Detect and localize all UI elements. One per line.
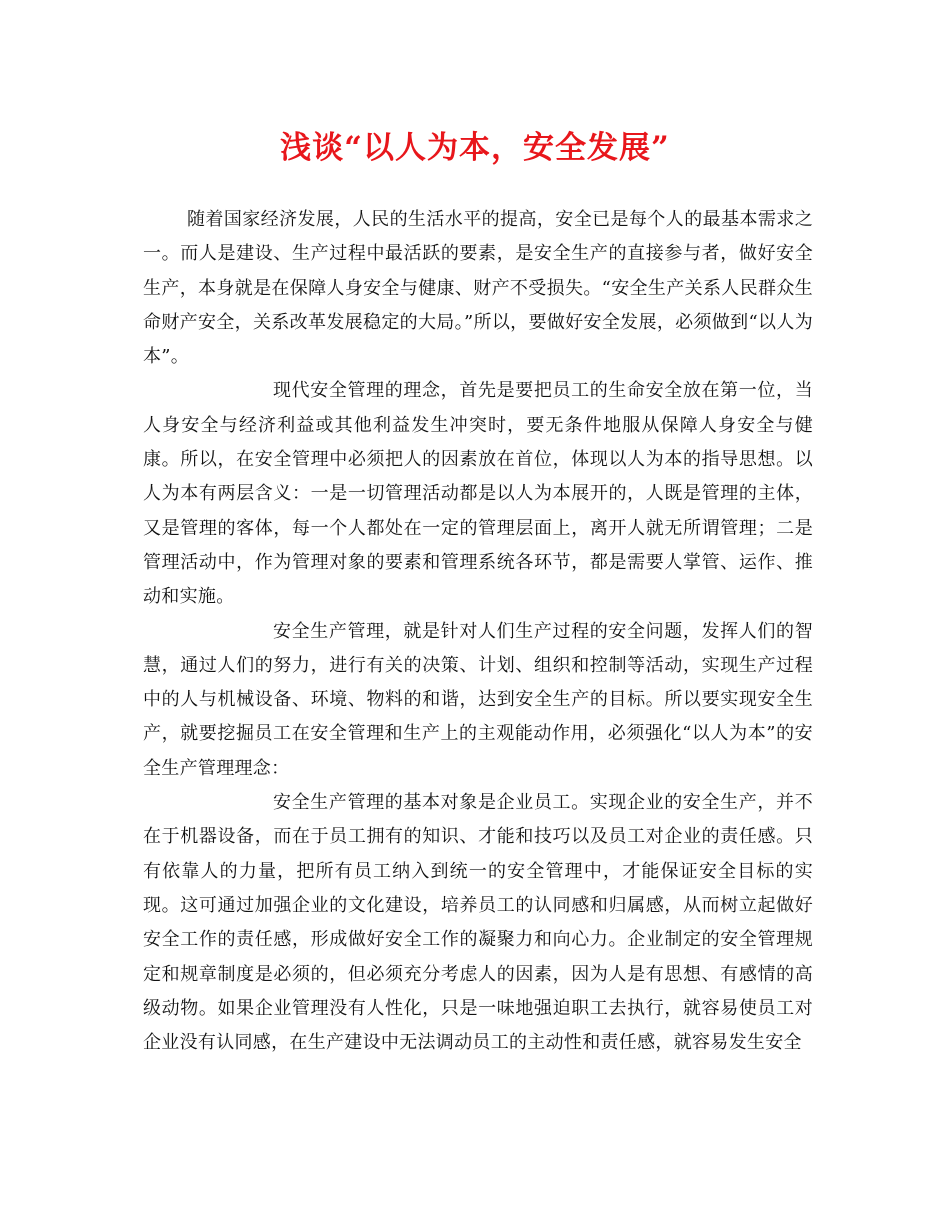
document-title: 浅谈“以人为本，安全发展” [280, 130, 670, 166]
paragraph-3: 安全生产管理，就是针对人们生产过程的安全问题，发挥人们的智慧，通过人们的努力，进行有关的决策、计划、组织和控制等活动，实现生产过程中的人与机械设备、环境、物料的和谐，达到安全生产的目标。所以要实现安全生产，就要挖掘员工在安全管理和生产上的主观能动作用，必须强化“以人为本”的安全生产管理理念： [143, 620, 813, 779]
paragraph-1: 随着国家经济发展，人民的生活水平的提高，安全已是每个人的最基本需求之一。而人是建设、生产过程中最活跃的要素，是安全生产的直接参与者，做好安全生产，本身就是在保障人身安全与健康、财产不受损失。“安全生产关系人民群众生命财产安全，关系改革发展稳定的大局。”所以，要做好安全发展，必须做到“以人为本”。 [143, 209, 813, 368]
document-body [143, 203, 813, 1060]
paragraph-4: 安全生产管理的基本对象是企业员工。实现企业的安全生产，并不在于机器设备，而在于员工拥有的知识、才能和技巧以及员工对企业的责任感。只有依靠人的力量，把所有员工纳入到统一的安全管理中，才能保证安全目标的实现。这可通过加强企业的文化建设，培养员工的认同感和归属感，从而树立起做好安全工作的责任感，形成做好安全工作的凝聚力和向心力。企业制定的安全管理规定和规章制度是必须的，但必须充分考虑人的因素，因为人是有思想、有感情的高级动物。如果企业管理没有人性化，只是一味地强迫职工去执行，就容易使员工对企业没有认同感，在生产建设中无法调动员工的主动性和责任感，就容易发生安全 [143, 792, 813, 1054]
paragraph-2: 现代安全管理的理念，首先是要把员工的生命安全放在第一位，当人身安全与经济利益或其他利益发生冲突时，要无条件地服从保障人身安全与健康。所以，在安全管理中必须把人的因素放在首位，体现以人为本的指导思想。以人为本有两层含义：一是一切管理活动都是以人为本展开的，人既是管理的主体，又是管理的客体，每一个人都处在一定的管理层面上，离开人就无所谓管理；二是管理活动中，作为管理对象的要素和管理系统各环节，都是需要人掌管、运作、推动和实施。 [143, 380, 813, 608]
